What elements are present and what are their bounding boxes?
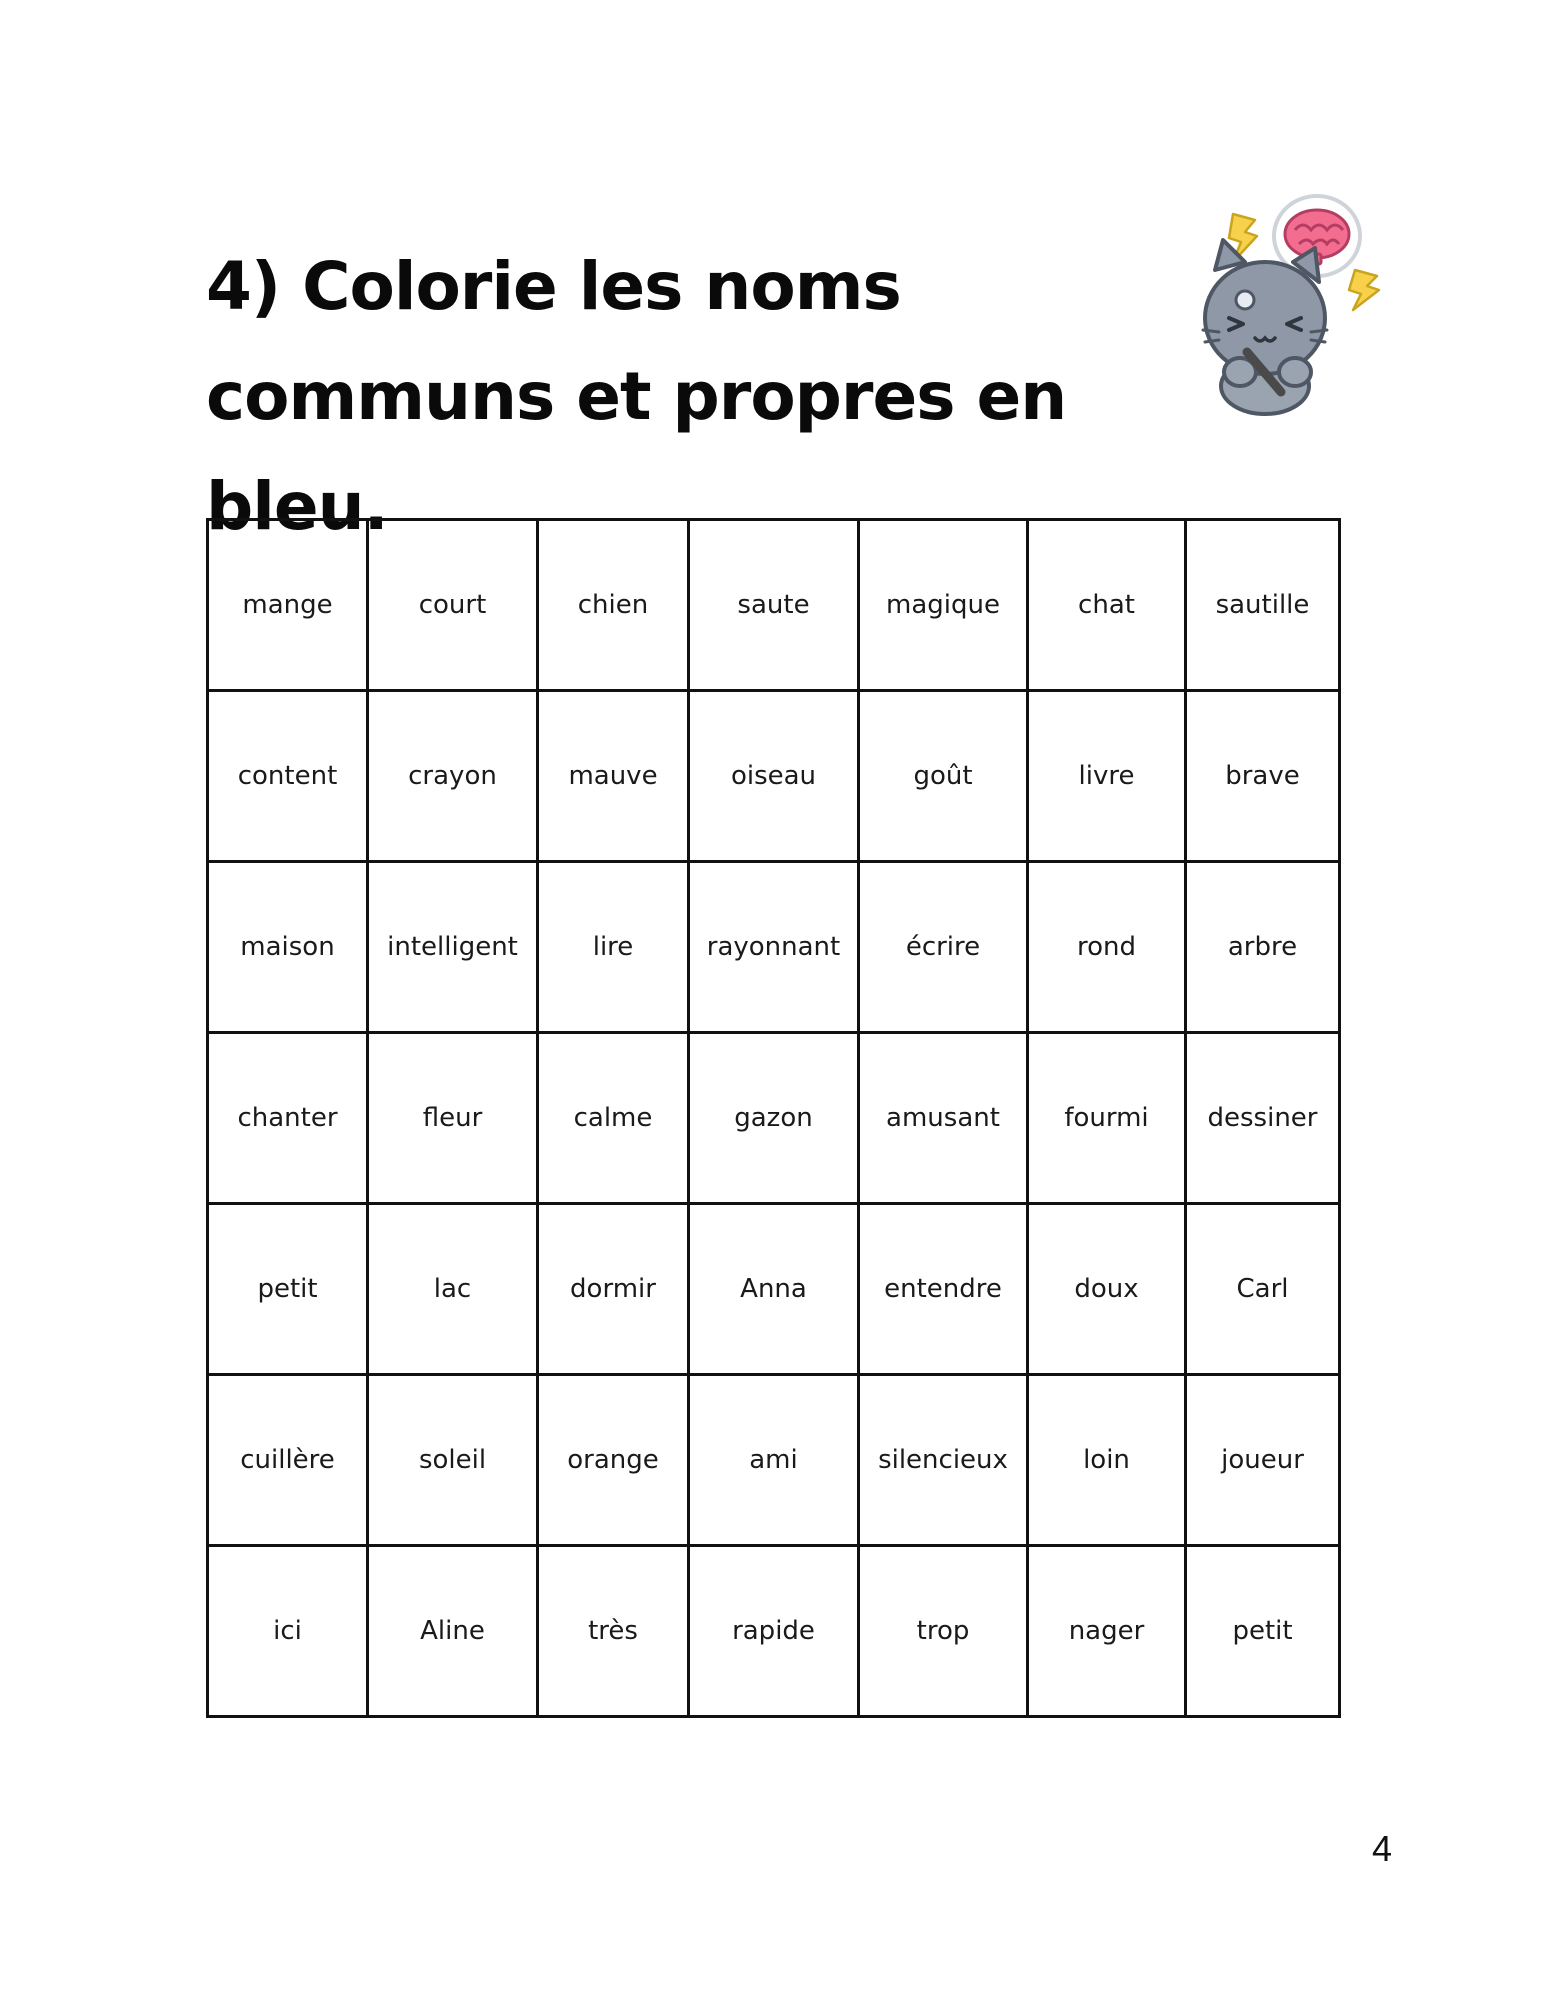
word-cell[interactable]: loin bbox=[1028, 1375, 1186, 1546]
word-cell[interactable]: rayonnant bbox=[689, 862, 859, 1033]
word-cell[interactable]: arbre bbox=[1186, 862, 1340, 1033]
word-cell[interactable]: gazon bbox=[689, 1033, 859, 1204]
word-cell[interactable]: rond bbox=[1028, 862, 1186, 1033]
word-cell[interactable]: silencieux bbox=[859, 1375, 1028, 1546]
cat-thinking-brain-icon bbox=[1195, 190, 1390, 420]
word-cell[interactable]: chat bbox=[1028, 520, 1186, 691]
table-row bbox=[208, 1375, 1340, 1546]
word-cell[interactable]: doux bbox=[1028, 1204, 1186, 1375]
word-grid bbox=[206, 518, 1341, 1718]
word-cell[interactable]: petit bbox=[1186, 1546, 1340, 1717]
word-cell[interactable]: chanter bbox=[208, 1033, 368, 1204]
lightning-icon bbox=[1349, 270, 1379, 310]
word-cell[interactable]: goût bbox=[859, 691, 1028, 862]
worksheet-title: 4) Colorie les noms communs et propres en bleu. bbox=[206, 248, 1067, 545]
word-cell[interactable]: brave bbox=[1186, 691, 1340, 862]
word-cell[interactable]: dessiner bbox=[1186, 1033, 1340, 1204]
word-cell[interactable]: amusant bbox=[859, 1033, 1028, 1204]
word-cell[interactable]: ici bbox=[208, 1546, 368, 1717]
table-row bbox=[208, 1204, 1340, 1375]
word-cell[interactable]: mange bbox=[208, 520, 368, 691]
word-cell[interactable]: chien bbox=[538, 520, 689, 691]
word-cell[interactable]: écrire bbox=[859, 862, 1028, 1033]
word-cell[interactable]: intelligent bbox=[368, 862, 538, 1033]
word-cell[interactable]: orange bbox=[538, 1375, 689, 1546]
word-cell[interactable]: soleil bbox=[368, 1375, 538, 1546]
word-cell[interactable]: sautille bbox=[1186, 520, 1340, 691]
word-cell[interactable]: magique bbox=[859, 520, 1028, 691]
word-cell[interactable]: rapide bbox=[689, 1546, 859, 1717]
word-cell[interactable]: saute bbox=[689, 520, 859, 691]
word-cell[interactable]: lire bbox=[538, 862, 689, 1033]
word-cell[interactable]: Aline bbox=[368, 1546, 538, 1717]
word-cell[interactable]: lac bbox=[368, 1204, 538, 1375]
word-cell[interactable]: nager bbox=[1028, 1546, 1186, 1717]
word-cell[interactable]: calme bbox=[538, 1033, 689, 1204]
word-cell[interactable]: entendre bbox=[859, 1204, 1028, 1375]
page-number: 4 bbox=[1372, 1828, 1393, 1869]
word-cell[interactable]: Carl bbox=[1186, 1204, 1340, 1375]
word-cell[interactable]: maison bbox=[208, 862, 368, 1033]
word-cell[interactable]: fourmi bbox=[1028, 1033, 1186, 1204]
word-cell[interactable]: mauve bbox=[538, 691, 689, 862]
table-row bbox=[208, 1033, 1340, 1204]
word-cell[interactable]: cuillère bbox=[208, 1375, 368, 1546]
word-cell[interactable]: petit bbox=[208, 1204, 368, 1375]
table-row bbox=[208, 691, 1340, 862]
word-cell[interactable]: Anna bbox=[689, 1204, 859, 1375]
word-cell[interactable]: oiseau bbox=[689, 691, 859, 862]
word-cell[interactable]: content bbox=[208, 691, 368, 862]
word-cell[interactable]: fleur bbox=[368, 1033, 538, 1204]
word-cell[interactable]: ami bbox=[689, 1375, 859, 1546]
word-cell[interactable]: très bbox=[538, 1546, 689, 1717]
table-row bbox=[208, 520, 1340, 691]
word-cell[interactable]: trop bbox=[859, 1546, 1028, 1717]
word-cell[interactable]: crayon bbox=[368, 691, 538, 862]
word-cell[interactable]: joueur bbox=[1186, 1375, 1340, 1546]
table-row bbox=[208, 1546, 1340, 1717]
word-cell[interactable]: livre bbox=[1028, 691, 1186, 862]
word-cell[interactable]: dormir bbox=[538, 1204, 689, 1375]
table-row bbox=[208, 862, 1340, 1033]
word-cell[interactable]: court bbox=[368, 520, 538, 691]
